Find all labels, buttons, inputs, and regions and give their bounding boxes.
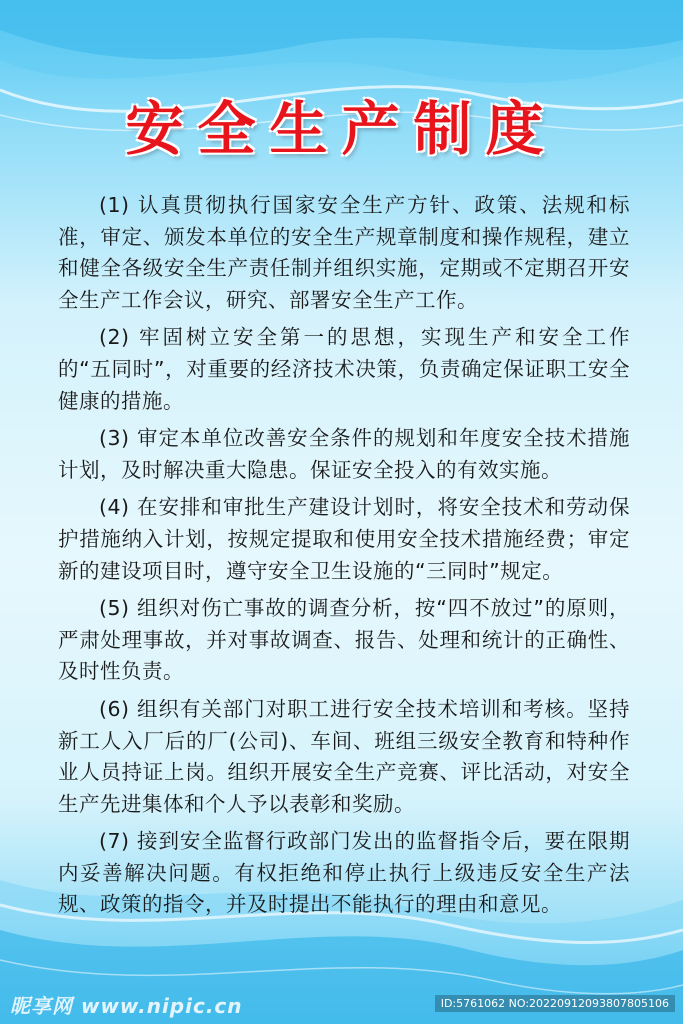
regulation-item-6: (6) 组织有关部门对职工进行安全技术培训和考核。坚持新工人入厂后的厂(公司)、车间、班组三级安全教育和特种作业人员持证上岗。组织开展安全生产竞赛、评比活动，对安全生产先进集体和个人予以表彰和奖励。 — [58, 696, 630, 816]
regulation-item-2: (2) 牢固树立安全第一的思想，实现生产和安全工作的“五同时”，对重要的经济技术决策，负责确定保证职工安全健康的措施。 — [58, 325, 630, 413]
poster-title: 安全生产制度 — [125, 95, 558, 163]
regulation-item-3: (3) 审定本单位改善安全条件的规划和年度安全技术措施计划，及时解决重大隐患。保证安全投入的有效实施。 — [58, 426, 630, 482]
image-id-watermark: ID:5761062 NO:20220912093807805106 — [435, 995, 675, 1012]
regulation-item-7: (7) 接到安全监督行政部门发出的监督指令后，要在限期内妥善解决问题。有权拒绝和停止执行上级违反安全生产法规、政策的指令，并及时提出不能执行的理由和意见。 — [58, 829, 630, 917]
site-watermark-logo: 昵享网 www.nipic.cn — [10, 994, 243, 1018]
regulation-body — [58, 190, 630, 927]
regulation-item-4: (4) 在安排和审批生产建设计划时，将安全技术和劳动保护措施纳入计划，按规定提取和使用安全技术措施经费；审定新的建设项目时，遵守安全卫生设施的“三同时”规定。 — [58, 495, 630, 583]
regulation-item-1: (1) 认真贯彻执行国家安全生产方针、政策、法规和标准，审定、颁发本单位的安全生产规章制度和操作规程，建立和健全各级安全生产责任制并组织实施，定期或不定期召开安全生产工作会议，研究、部署安全生产工作。 — [58, 193, 630, 312]
regulation-item-5: (5) 组织对伤亡事故的调查分析，按“四不放过”的原则，严肃处理事故，并对事故调查、报告、处理和统计的正确性、及时性负责。 — [58, 596, 630, 684]
